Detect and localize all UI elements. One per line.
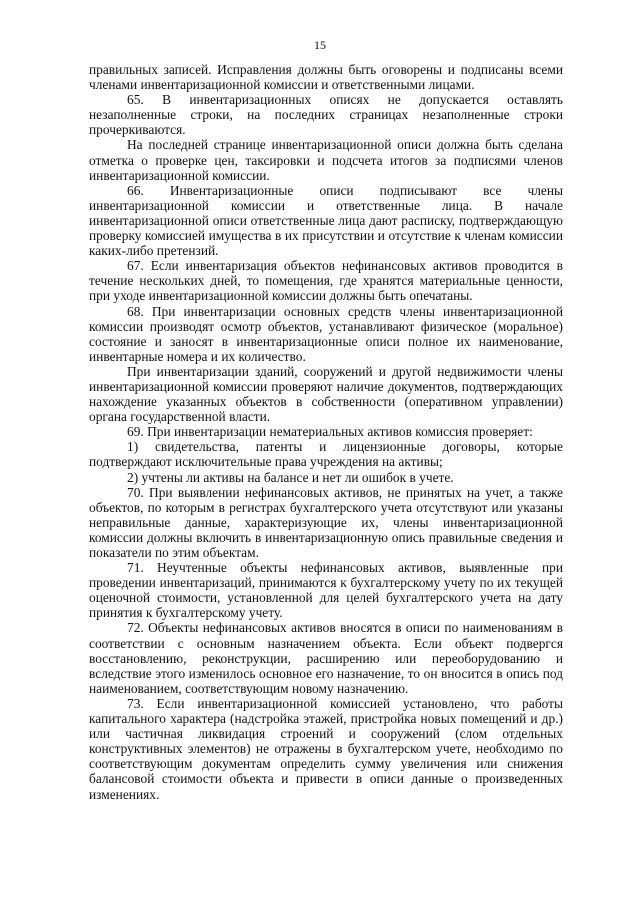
paragraph: 2) учтены ли активы на балансе и нет ли ошибок в учете. — [127, 469, 454, 485]
paragraph: 65. В инвентаризационных описях не допускается оставлять незаполненные строки, на последних страницах незаполненные строки прочеркиваются. — [89, 92, 563, 138]
paragraph: 69. При инвентаризации нематериальных активов комиссия проверяет: — [127, 424, 533, 440]
paragraph: 73. Если инвентаризационной комиссией установлено, что работы капитального характера (надстройка этажей, пристройка новых помещений и др.) или частичная ликвидация строений и сооружений (слом отдельных конструктивных элементов) не отражены в бухгалтерском учете, необходимо по соответствующим документам определить сумму увеличения или снижения балансовой стоимости объекта и привести в описи данные о произведенных изменениях. — [89, 695, 563, 802]
paragraph: 68. При инвентаризации основных средств члены инвентаризационной комиссии производят осмотр объектов, устанавливают физическое (моральное) состояние и заносят в инвентаризационные описи полное их наименование, инвентарные номера и их количество. — [89, 303, 563, 364]
document-body — [89, 62, 563, 802]
paragraph: 71. Неучтенные объекты нефинансовых активов, выявленные при проведении инвентаризаций, принимаются к бухгалтерскому учету по их текущей оценочной стоимости, установленной для целей бухгалтерского учета на дату принятия к бухгалтерскому учету. — [89, 560, 563, 621]
paragraph: правильных записей. Исправления должны быть оговорены и подписаны всеми членами инвентаризационной комиссии и ответственными лицами. — [89, 62, 563, 93]
paragraph: 66. Инвентаризационные описи подписывают все члены инвентаризационной комиссии и ответственные лица. В начале инвентаризационной описи ответственные лица дают расписку, подтверждающую проверку комиссией имущества в их присутствии и отсутствие к членам комиссии каких-либо претензий. — [89, 182, 563, 259]
paragraph: 70. При выявлении нефинансовых активов, не принятых на учет, а также объектов, по которым в регистрах бухгалтерского учета отсутствуют или указаны неправильные данные, характеризующие их, члены инвентаризационной комиссии должны включить в инвентаризационную опись правильные сведения и показатели по этим объектам. — [89, 484, 563, 560]
paragraph: 1) свидетельства, патенты и лицензионные договоры, которые подтверждают исключительные права учреждения на активы; — [89, 439, 563, 470]
page-number: 15 — [314, 38, 326, 52]
paragraph: 72. Объекты нефинансовых активов вносятся в описи по наименованиям в соответствии с основным назначением объекта. Если объект подвергся восстановлению, реконструкции, расширению или переоборудованию и вследствие этого изменилось основное его назначение, то он вносится в опись под наименованием, соответствующим новому назначению. — [89, 620, 563, 696]
paragraph: При инвентаризации зданий, сооружений и другой недвижимости члены инвентаризационной комиссии проверяют наличие документов, подтверждающих нахождение указанных объектов в собственности (оперативном управлении) органа государственной власти. — [89, 363, 563, 425]
paragraph: 67. Если инвентаризация объектов нефинансовых активов проводится в течение нескольких дней, то помещения, где хранятся материальные ценности, при уходе инвентаризационной комиссии должны быть опечатаны. — [89, 258, 563, 304]
paragraph: На последней странице инвентаризационной описи должна быть сделана отметка о проверке цен, таксировки и подсчета итогов за подписями членов инвентаризационной комиссии. — [89, 137, 563, 183]
